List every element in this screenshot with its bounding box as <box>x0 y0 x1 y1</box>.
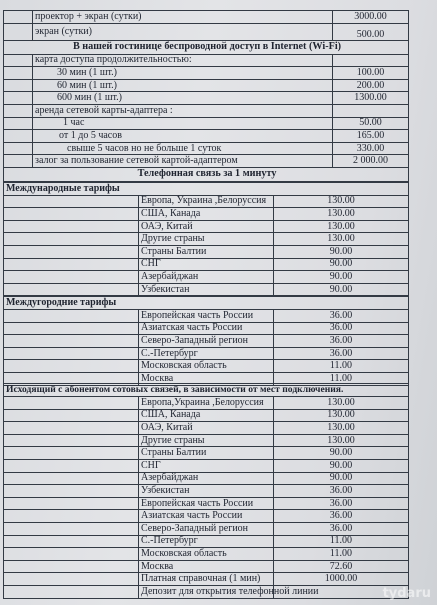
row-label: Северо-Западный регион <box>139 335 274 348</box>
table-row <box>4 322 409 335</box>
row-value: 130.00 <box>274 195 409 208</box>
row-label: ОАЭ, Китай <box>139 422 274 435</box>
blank-cell <box>4 11 33 24</box>
row-value: 11.00 <box>274 548 409 561</box>
international-title: Международные тарифы <box>4 183 409 196</box>
row-label: Другие страны <box>139 434 274 447</box>
row-label: ОАЭ, Китай <box>139 220 274 233</box>
row-value: 1300.00 <box>333 92 409 105</box>
table-row <box>4 497 409 510</box>
table-row <box>4 271 409 284</box>
row-label: свыше 5 часов но не больше 1 суток <box>33 142 333 155</box>
table-row <box>4 92 409 105</box>
row-label: Депозит для открытия телефонной линии <box>139 585 274 598</box>
table-row <box>4 560 409 573</box>
row-label: Азиатская часть России <box>139 510 274 523</box>
row-value: 90.00 <box>274 271 409 284</box>
table-row <box>4 335 409 348</box>
row-value: 36.00 <box>274 497 409 510</box>
phone-header: Телефонная связь за 1 минуту <box>4 167 409 181</box>
wifi-card-title: карта доступа продолжительностью: <box>33 54 333 67</box>
row-label: 1 час <box>33 117 333 130</box>
row-label: США, Канада <box>139 409 274 422</box>
row-value: 36.00 <box>274 310 409 323</box>
row-value: 90.00 <box>274 245 409 258</box>
row-value: 130.00 <box>274 220 409 233</box>
table-row <box>4 573 409 586</box>
row-label: Азербайджан <box>139 271 274 284</box>
table-row <box>4 347 409 360</box>
table-row <box>4 245 409 258</box>
row-value: 11.00 <box>274 372 409 385</box>
row-value: 90.00 <box>274 283 409 296</box>
row-label: 30 мин (1 шт.) <box>33 67 333 80</box>
row-value: 11.00 <box>274 360 409 373</box>
row-label: 600 мин (1 шт.) <box>33 92 333 105</box>
row-value: 130.00 <box>274 233 409 246</box>
row-value: 2 000.00 <box>333 155 409 168</box>
table-row <box>4 67 409 80</box>
row-value: 36.00 <box>274 347 409 360</box>
row-label: Европа, Украина ,Белоруссия <box>139 195 274 208</box>
table-row <box>4 208 409 221</box>
row-value: 1000.00 <box>274 573 409 586</box>
row-label: Азербайджан <box>139 472 274 485</box>
row-label: Московская область <box>139 548 274 561</box>
row-label: Страны Балтии <box>139 447 274 460</box>
table-row <box>4 23 409 40</box>
row-value: 90.00 <box>274 258 409 271</box>
watermark-logo: tydaru <box>382 586 431 601</box>
row-label: залог за пользование сетевой картой-адаптером <box>33 155 333 168</box>
table-row <box>4 283 409 296</box>
row-value: 130.00 <box>274 434 409 447</box>
row-value: 100.00 <box>333 67 409 80</box>
row-label: экран (сутки) <box>33 23 333 40</box>
table-row <box>4 409 409 422</box>
table-row <box>4 233 409 246</box>
row-value: 130.00 <box>274 422 409 435</box>
row-value: 36.00 <box>274 485 409 498</box>
row-label: Московская область <box>139 360 274 373</box>
table-row <box>4 310 409 323</box>
row-value: 130.00 <box>274 208 409 221</box>
row-value: 330.00 <box>333 142 409 155</box>
row-value: 90.00 <box>274 459 409 472</box>
table-row <box>4 195 409 208</box>
row-value: 3000.00 <box>333 11 409 24</box>
services-table <box>3 10 409 182</box>
row-label: Азиатская часть России <box>139 322 274 335</box>
row-value: 200.00 <box>333 79 409 92</box>
table-row <box>4 220 409 233</box>
row-value: 90.00 <box>274 447 409 460</box>
blank-cell <box>4 23 33 40</box>
row-value: 500.00 <box>333 23 409 40</box>
row-label: Другие страны <box>139 233 274 246</box>
table-row <box>4 11 409 24</box>
mobile-table <box>3 383 409 599</box>
mobile-title: Исходящий с абонентом сотовых связей, в зависимости от мест подключения. <box>4 384 409 397</box>
row-value: 130.00 <box>274 397 409 410</box>
wifi-header: В нашей гостинице беспроводной доступ в Internet (Wi-Fi) <box>4 40 409 54</box>
table-row <box>4 130 409 143</box>
row-value: 130.00 <box>274 409 409 422</box>
row-value: 72.60 <box>274 560 409 573</box>
row-value: 36.00 <box>274 335 409 348</box>
row-value: 36.00 <box>274 522 409 535</box>
row-value: 50.00 <box>333 117 409 130</box>
row-label: Европейская часть России <box>139 497 274 510</box>
row-label: Узбекистан <box>139 283 274 296</box>
row-value: 36.00 <box>274 510 409 523</box>
international-table <box>3 182 409 296</box>
table-row <box>4 459 409 472</box>
row-label: С.-Петербург <box>139 535 274 548</box>
table-row <box>4 422 409 435</box>
row-label: С.-Петербург <box>139 347 274 360</box>
table-row <box>4 397 409 410</box>
row-label: Страны Балтии <box>139 245 274 258</box>
row-label: США, Канада <box>139 208 274 221</box>
row-label: Москва <box>139 560 274 573</box>
wifi-adapter-title: аренда сетевой карты-адаптера : <box>33 104 333 117</box>
row-value: 11.00 <box>274 535 409 548</box>
table-row <box>4 434 409 447</box>
table-row <box>4 548 409 561</box>
row-label: СНГ <box>139 459 274 472</box>
row-label: Европейская часть России <box>139 310 274 323</box>
intercity-title: Междугородние тарифы <box>4 297 409 310</box>
table-row <box>4 447 409 460</box>
row-label: Европа,Украина ,Белоруссия <box>139 397 274 410</box>
table-row <box>4 522 409 535</box>
row-value: 165.00 <box>333 130 409 143</box>
row-value: 36.00 <box>274 322 409 335</box>
table-row <box>4 142 409 155</box>
row-label: СНГ <box>139 258 274 271</box>
row-label: Узбекистан <box>139 485 274 498</box>
row-value: 90.00 <box>274 472 409 485</box>
table-row <box>4 117 409 130</box>
blank-cell <box>4 54 33 67</box>
table-row <box>4 485 409 498</box>
row-label: Северо-Западный регион <box>139 522 274 535</box>
table-row <box>4 360 409 373</box>
row-label: Платная справочная (1 мин) <box>139 573 274 586</box>
table-row <box>4 472 409 485</box>
table-row <box>4 585 409 598</box>
table-row <box>4 510 409 523</box>
table-row <box>4 79 409 92</box>
row-label: Москва <box>139 372 274 385</box>
table-row <box>4 535 409 548</box>
table-row <box>4 155 409 168</box>
row-label: 60 мин (1 шт.) <box>33 79 333 92</box>
row-label: проектор + экран (сутки) <box>33 11 333 24</box>
intercity-table <box>3 296 409 386</box>
table-row <box>4 258 409 271</box>
row-label: от 1 до 5 часов <box>33 130 333 143</box>
